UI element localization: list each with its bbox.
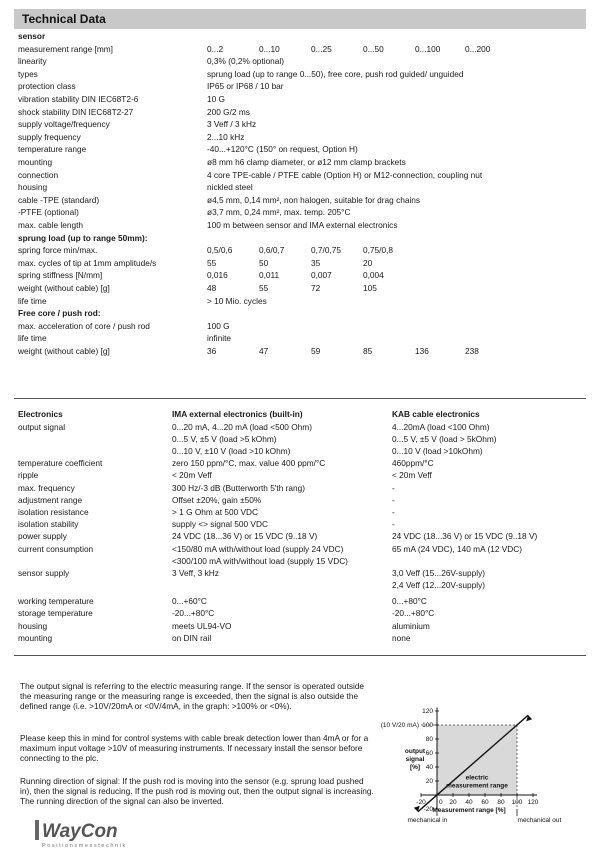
spec-cell: 72 — [311, 283, 321, 293]
ima-value: 3 Veff, 3 kHz — [172, 568, 219, 578]
kab-value: 3,0 Veff (15...26V-supply) — [392, 568, 486, 578]
x-tick-label: 120 — [527, 799, 539, 806]
x-tick-label: 0 — [439, 799, 443, 806]
section-header — [14, 9, 586, 29]
kab-value: - — [392, 494, 395, 505]
spec-value: 0,3% (0,2% optional) — [207, 56, 285, 67]
spec-value: infinite — [207, 333, 231, 344]
region-label: electric — [465, 774, 489, 782]
spec-value: ø8 mm h6 clamp diameter, or ø12 mm clamp brackets — [207, 157, 406, 167]
spec-value: 10 G — [207, 94, 225, 104]
electronics-label: mounting — [18, 632, 53, 643]
electronics-label: temperature coefficient — [18, 458, 103, 469]
electronics-header: Electronics — [18, 409, 63, 419]
mechanical-in-label: mechanical in — [407, 817, 448, 824]
spec-label: measurement range [mm] — [18, 43, 113, 54]
divider — [14, 655, 586, 656]
logo-text: WayCon — [42, 821, 118, 842]
electronics-label: storage temperature — [18, 608, 93, 619]
y100-annotation: (10 V/20 mA) — [380, 722, 419, 729]
kab-value: 24 VDC (18...36 V) or 15 VDC (9..18 V) — [392, 531, 538, 542]
spec-cell: 0,5/0,6 — [207, 245, 233, 256]
spec-cell: 55 — [259, 283, 269, 293]
spec-value: ø4,5 mm, 0,14 mm², non halogen, suitable for drag chains — [207, 194, 421, 205]
ima-value: > 1 G Ohm at 500 VDC — [172, 507, 259, 517]
spec-label: types — [18, 68, 38, 79]
electronics-header: IMA external electronics (built-in) — [172, 409, 303, 419]
region-label: measurement range — [446, 782, 508, 790]
spec-cell: 47 — [259, 346, 269, 356]
spec-value: -40...+120°C (150° on request, Option H) — [207, 144, 358, 155]
spec-cell: 0,004 — [363, 270, 384, 281]
spec-value: 2...10 kHz — [207, 131, 245, 142]
note-paragraph: Please keep this in mind for control systems with cable break detection lower than 4mA or for a maximum input voltage >10V of measuring instruments. If necessary install the sensor before connecting to the plc. — [20, 733, 369, 763]
kab-value: - — [392, 507, 395, 517]
spec-cell: 136 — [415, 346, 429, 356]
divider — [14, 398, 586, 399]
ima-value: zero 150 ppm/°C, max. value 400 ppm/°C — [172, 458, 326, 469]
spec-cell: 0,7/0,75 — [311, 245, 341, 256]
spec-cell: 0,75/0,8 — [363, 245, 393, 256]
spec-label: temperature range — [18, 144, 87, 155]
electronics-header: KAB cable electronics — [392, 409, 480, 419]
electronics-label: working temperature — [18, 596, 94, 607]
kab-value: 65 mA (24 VDC), 140 mA (12 VDC) — [392, 543, 523, 554]
spec-cell: 0,016 — [207, 270, 228, 281]
electronics-label: current consumption — [18, 543, 94, 554]
spec-label: max. cable length — [18, 220, 84, 230]
electronics-label: isolation resistance — [18, 507, 89, 517]
spec-label: connection — [18, 169, 59, 180]
output-signal-chart — [365, 660, 596, 840]
spec-cell: 0...100 — [415, 43, 441, 54]
ima-value: <150/80 mA with/without load (supply 24 VDC) — [172, 543, 344, 554]
spec-cell: 0...2 — [207, 43, 224, 54]
ima-value: 0...10 V, ±10 V (load >10 kOhm) — [172, 446, 291, 456]
spec-label: protection class — [18, 81, 76, 92]
kab-value: - — [392, 519, 395, 530]
ima-value: -20...+80°C — [172, 608, 215, 619]
electronics-label: output signal — [18, 421, 66, 432]
y-tick-label: 40 — [425, 764, 433, 771]
spec-label: life time — [18, 333, 47, 344]
spec-label: -PTFE (optional) — [18, 207, 79, 218]
spec-label: linearity — [18, 56, 47, 67]
spec-value: nickled steel — [207, 182, 253, 193]
ima-value: 24 VDC (18...36 V) or 15 VDC (9..18 V) — [172, 531, 318, 542]
spec-cell: 0...25 — [311, 43, 332, 54]
spec-label: spring force min/max. — [18, 245, 98, 256]
ima-value: meets UL94-VO — [172, 620, 232, 631]
electronics-label: max. frequency — [18, 482, 75, 493]
x-tick-label: 20 — [449, 799, 457, 806]
electronics-label: ripple — [18, 470, 39, 481]
electronics-label: power supply — [18, 531, 67, 542]
y-tick-label: 120 — [422, 708, 433, 715]
spec-cell: 55 — [207, 257, 217, 268]
kab-value: -20...+80°C — [392, 608, 435, 619]
spec-cell: 0,011 — [259, 270, 280, 281]
electronics-label: sensor supply — [18, 568, 70, 578]
logo-subtitle: Positionsmesstechnik — [42, 843, 127, 849]
spec-label: cable -TPE (standard) — [18, 194, 100, 205]
electronics-label: adjustment range — [18, 494, 83, 505]
spec-label: weight (without cable) [g] — [18, 283, 110, 293]
ima-value: on DIN rail — [172, 632, 212, 643]
y-tick-label: -20 — [423, 806, 433, 813]
y-tick-label: 20 — [425, 778, 433, 785]
spec-label: spring stiffness [N/mm] — [18, 270, 103, 281]
ima-value: < 20m Veff — [172, 470, 212, 481]
ima-value: supply <> signal 500 VDC — [172, 519, 268, 530]
spec-cell: 0...200 — [465, 43, 491, 54]
spec-value: 4 core TPE-cable / PTFE cable (Option H) or M12-connection, coupling nut — [207, 169, 483, 180]
y-tick-label: 80 — [425, 736, 433, 743]
spec-label: vibration stability DIN IEC68T2-6 — [18, 94, 139, 104]
ima-value: 0...+60°C — [172, 596, 207, 607]
spec-cell: 85 — [363, 346, 373, 356]
spec-label: shock stability DIN IEC68T2-27 — [18, 106, 134, 117]
spec-value: sprung load (up to range 0...50), free core, push rod guided/ unguided — [207, 68, 464, 79]
kab-value: 0...10 V (load >10kOhm) — [392, 446, 483, 456]
ima-value: 0...5 V, ±5 V (load >5 kOhm) — [172, 433, 277, 444]
kab-value: < 20m Veff — [392, 470, 432, 481]
x-tick-label: 100 — [511, 799, 523, 806]
spec-label: supply voltage/frequency — [18, 119, 110, 130]
spec-label: housing — [18, 182, 48, 193]
ima-value: Offset ±20%, gain ±50% — [172, 494, 262, 505]
spec-label: weight (without cable) [g] — [18, 346, 110, 356]
spec-cell: 105 — [363, 283, 377, 293]
ima-value: 0...20 mA, 4...20 mA (load <500 Ohm) — [172, 421, 312, 432]
spec-cell: 59 — [311, 346, 321, 356]
spec-label: max. cycles of tip at 1mm amplitude/s — [18, 257, 157, 268]
electronics-label: isolation stability — [18, 519, 79, 530]
kab-value: 0...5 V, ±5 V (load > 5kOhm) — [392, 433, 497, 444]
x-tick-label: 80 — [497, 799, 505, 806]
freecore-section-title: Free core / push rod: — [18, 308, 101, 319]
spec-value: 100 m between sensor and IMA external electronics — [207, 220, 398, 230]
spec-value: IP65 or IP68 / 10 bar — [207, 81, 284, 92]
kab-value: 4...20mA (load <100 Ohm) — [392, 421, 490, 432]
kab-value: 2,4 Veff (12...20V-supply) — [392, 580, 486, 591]
spec-value: 200 G/2 ms — [207, 106, 250, 117]
sensor-section-title: sensor — [18, 31, 46, 41]
spec-value: > 10 Mio. cycles — [207, 295, 267, 306]
note-paragraph: The output signal is referring to the electric measuring range. If the sensor is operated outside the measuring range or the measuring range is exceeded, then the signal is also outside the defined range (i.e. >10V/20mA or <0V/4mA, in the graph: >100% or <0%). — [20, 681, 365, 711]
sprung-section-title: sprung load (up to range 50mm): — [18, 232, 148, 243]
spec-value: ø3,7 mm, 0,24 mm², max. temp. 205°C — [207, 207, 351, 218]
y-axis-label: [%] — [409, 764, 421, 771]
kab-value: - — [392, 482, 395, 493]
spec-cell: 36 — [207, 346, 217, 356]
spec-label: life time — [18, 295, 47, 306]
kab-value: aluminium — [392, 620, 430, 631]
spec-label: mounting — [18, 157, 53, 167]
spec-cell: 35 — [311, 257, 321, 268]
mechanical-out-label: mechanical out — [517, 817, 562, 824]
spec-value: 3 Veff / 3 kHz — [207, 119, 257, 130]
spec-cell: 0,6/0,7 — [259, 245, 285, 256]
spec-label: supply frequency — [18, 131, 81, 142]
spec-value: 100 G — [207, 320, 230, 331]
x-tick-label: 40 — [465, 799, 473, 806]
x-tick-label: 60 — [481, 799, 489, 806]
ima-value: <300/100 mA with/without load (supply 15 VDC) — [172, 555, 348, 566]
spec-cell: 0...10 — [259, 43, 280, 54]
y-tick-label: 60 — [425, 750, 433, 757]
spec-cell: 50 — [259, 257, 269, 268]
spec-cell: 0...50 — [363, 43, 384, 54]
spec-cell: 20 — [363, 257, 373, 268]
y-tick-label: 100 — [422, 722, 433, 729]
x-axis-label: Measurement range [%] — [432, 807, 506, 814]
x-tick-label: -20 — [416, 799, 426, 806]
spec-cell: 0,007 — [311, 270, 332, 281]
y-axis-label: output — [404, 748, 426, 755]
spec-cell: 48 — [207, 283, 217, 293]
kab-value: 460ppm/°C — [392, 458, 434, 469]
kab-value: 0...+80°C — [392, 596, 427, 607]
spec-cell: 238 — [465, 346, 479, 356]
waycon-logo — [35, 820, 155, 850]
kab-value: none — [392, 632, 411, 643]
logo-bar — [35, 820, 39, 840]
spec-label: max. acceleration of core / push rod — [18, 320, 150, 331]
y-axis-label: signal — [405, 756, 425, 763]
electronics-label: housing — [18, 620, 48, 631]
page-title: Technical Data — [22, 12, 106, 26]
ima-value: 300 Hz/-3 dB (Butterworth 5'th rang) — [172, 482, 306, 493]
note-paragraph: Running direction of signal: If the push rod is moving into the sensor (e.g. sprung load pushed in), then the signal is reducing. If the push rod is moving out, then the output signal is increasing. The running direction of the signal can also be inverted. — [20, 776, 374, 806]
